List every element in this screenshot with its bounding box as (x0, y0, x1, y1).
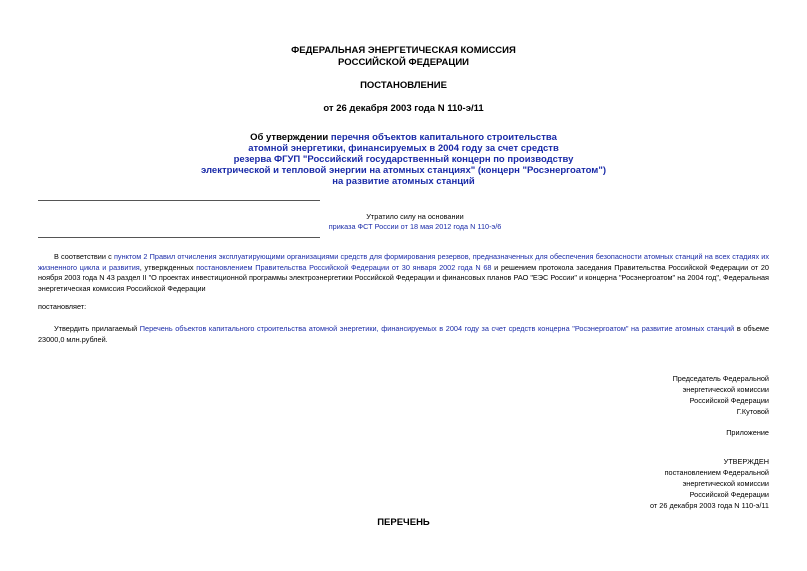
approved-line2: энергетической комиссии (682, 479, 769, 488)
divider-top (38, 200, 320, 201)
resolution-paragraph (38, 324, 769, 345)
divider-bottom (38, 237, 320, 238)
title-line5[interactable]: на развитие атомных станций (332, 176, 475, 187)
list-link[interactable]: Перечень объектов капитального строительства атомной энергетики, финансируемых в 2004 году за счет средств концерна "Росэнергоатом" на развитие атомных станций (139, 324, 735, 333)
doc-type: ПОСТАНОВЛЕНИЕ (360, 80, 447, 91)
status-text: Утратило силу на основании (366, 212, 464, 221)
commission-name-line2: РОССИЙСКОЙ ФЕДЕРАЦИИ (337, 57, 469, 68)
title-line4[interactable]: электрической и тепловой энергии на атомных станциях" (концерн "Росэнергоатом") (201, 165, 606, 176)
government-decree-link[interactable]: постановлением Правительства Российской Федерации от 30 января 2002 года N 68 (196, 262, 492, 272)
commission-name-line1: ФЕДЕРАЛЬНАЯ ЭНЕРГЕТИЧЕСКАЯ КОМИССИЯ (291, 45, 516, 56)
resolution-text-b: в объеме 23000,0 млн.рублей. (38, 324, 770, 344)
approved-line1: постановлением Федеральной (664, 468, 769, 477)
signature-name: Г.Кутовой (736, 407, 769, 416)
preamble-text-c: и решением протокола заседания Правительства Российской Федерации от 20 ноября 2003 года N 43 раздел II "О проектах инвестиционной программы электроэнергетики Российской Федерации и финансовых планов РАО "ЕЭС России" и концерна "Росэнергоатом" на 2004 год", Федеральная энергетическая комиссия Российской Федерации (38, 262, 769, 293)
preamble-text-b: , утвержденных (139, 262, 197, 272)
approved-line4: от 26 декабря 2003 года N 110-э/11 (650, 501, 769, 510)
title-link[interactable]: перечня объектов капитального строительства (330, 132, 557, 143)
doc-date: от 26 декабря 2003 года N 110-э/11 (323, 103, 484, 114)
signature-line3: Российской Федерации (689, 396, 769, 405)
title-line3[interactable]: резерва ФГУП "Российский государственный концерн по производству (233, 154, 574, 165)
preamble-paragraph (38, 252, 769, 294)
appendix-label: Приложение (726, 428, 769, 437)
title-line2[interactable]: атомной энергетики, финансируемых в 2004 году за счет средств (248, 143, 559, 154)
repeal-order-link[interactable]: приказа ФСТ России от 18 мая 2012 года N 110-э/6 (328, 222, 502, 231)
list-title: ПЕРЕЧЕНЬ (377, 517, 430, 528)
resolution-text-a: Утвердить прилагаемый (54, 324, 140, 333)
decides-text: постановляет: (38, 302, 87, 311)
title-line1 (0, 132, 807, 143)
approved-label: УТВЕРЖДЕН (723, 457, 769, 466)
preamble-text-a: В соответствии с (54, 252, 114, 261)
signature-line2: энергетической комиссии (682, 385, 769, 394)
title-prefix: Об утверждении (250, 132, 331, 143)
rules-link[interactable]: пунктом 2 Правил отчисления эксплуатирующими организациями средств для формирования резервов, предназначенных для обеспечения безопасности атомных станций на всех стадиях их жизненного цикла и развития (38, 252, 769, 272)
approved-line3: Российской Федерации (689, 490, 769, 499)
signature-line1: Председатель Федеральной (672, 374, 769, 383)
